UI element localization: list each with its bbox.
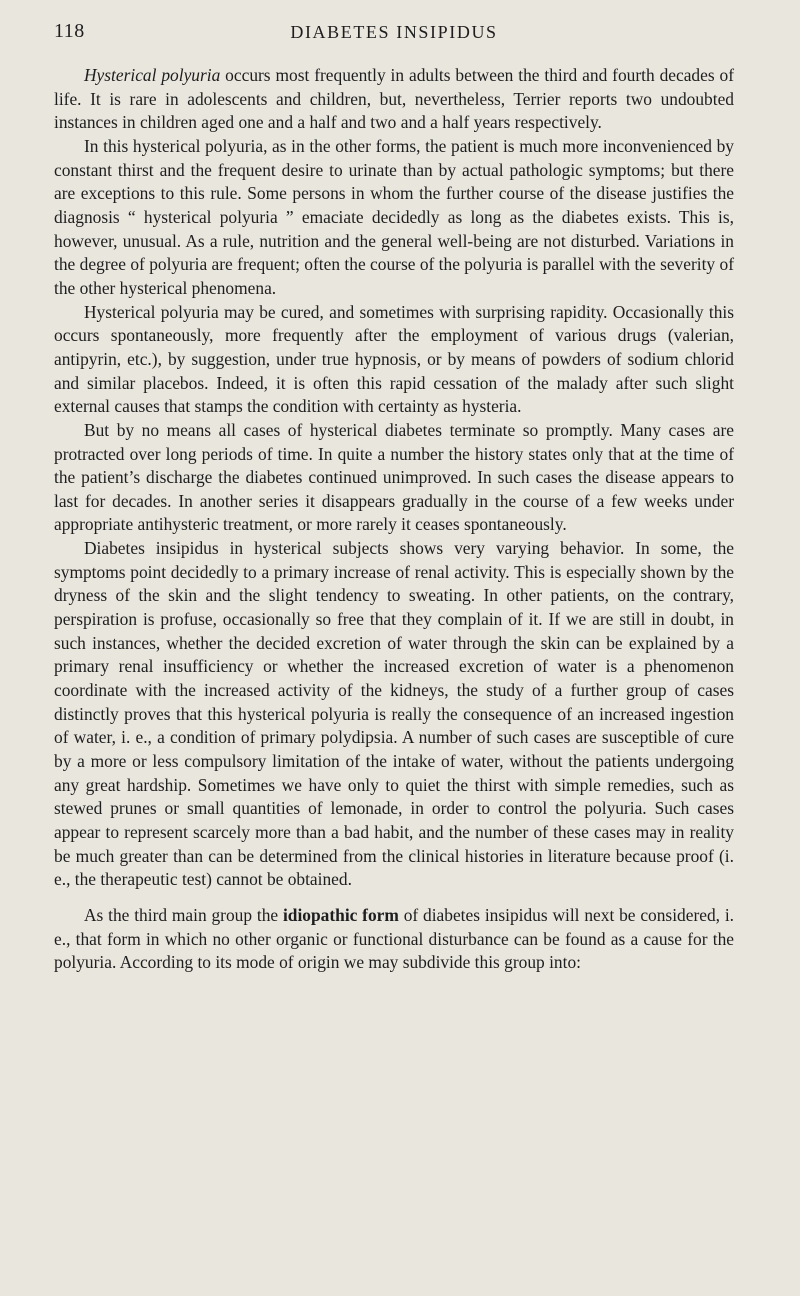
paragraph-text: occurs most frequently in adults between the third and fourth decades of life. It is rare in adolescents and children, but, nevertheless, Terrier reports two undoubted instances in children aged one and a half and two and a half years respectively. xyxy=(54,65,734,133)
paragraph-hysterical-polyuria-age xyxy=(54,64,734,135)
running-title: DIABETES INSIPIDUS xyxy=(290,22,498,42)
paragraph-protracted-cases xyxy=(54,419,734,537)
running-head xyxy=(54,18,734,54)
italic-term: Hysterical polyuria xyxy=(84,65,221,85)
paragraph-cure xyxy=(54,301,734,419)
paragraph-text: Hysterical polyuria may be cured, and sometimes with surprising rapidity. Occasionally this occurs spontaneously, more frequently after the employment of various drugs (valerian, antipyrin, etc.), by suggestion, under true hypnosis, or by means of powders of sodium chlorid and similar placebos. Indeed, it is often this rapid cessation of the malady after such slight external causes that stamps the condition with certainty as hysteria. xyxy=(54,301,734,417)
paragraph-lead: As the third main group the xyxy=(84,904,283,925)
paragraph-text: In this hysterical polyuria, as in the other forms, the patient is much more inconvenienced by constant thirst and the frequent desire to urinate than by actual pathologic symptoms; but there are exceptions to this rule. Some persons in whom the further course of the disease justifies the diagnosis “ hysterical polyuria ” emaciate decidedly as long as the diabetes exists. This is, however, unusual. As a rule, nutrition and the general well-being are not disturbed. Variations in the degree of polyuria are frequent; often the course of the polyuria is parallel with the severity of the other hysterical phenomena. xyxy=(54,135,734,298)
paragraph-text: But by no means all cases of hysterical diabetes terminate so promptly. Many cases are protracted over long periods of time. In quite a number the history states only that at the time of the patient’s discharge the diabetes continued unimproved. In such cases the disease appears to last for decades. In another series it disappears gradually in the course of a few weeks under appropriate antihysteric treatment, or more rarely it ceases spontaneously. xyxy=(54,419,734,535)
bold-term: idiopathic form xyxy=(282,904,399,925)
paragraph-varying-behavior xyxy=(54,537,734,892)
paragraph-symptoms xyxy=(54,135,734,301)
paragraph-text: of diabetes insipidus will next be considered, i. e., that form in which no other organic or functional disturbance can be found as a cause for the polyuria. According to its mode of origin we may subdivide this group into: xyxy=(54,904,735,973)
paragraph-text: Diabetes insipidus in hysterical subjects shows very varying behavior. In some, the symptoms point decidedly to a primary increase of renal activity. This is especially shown by the dryness of the skin and the slight tendency to sweating. In other patients, on the contrary, perspiration is profuse, occasionally so free that they complain of it. If we are still in doubt, in such instances, whether the decided excretion of water through the skin can be explained by a primary renal insufficiency or whether the increased excretion of water is a phenomenon coordinate with the increased activity of the kidneys, the study of a further group of cases distinctly proves that this hysterical polyuria is really the consequence of an increased ingestion of water, i. e., a condition of primary polydipsia. A number of such cases are susceptible of cure by a more or less compulsory limitation of the intake of water, without the patients undergoing any great hardship. Sometimes we have only to quiet the thirst with simple remedies, such as stewed prunes or small quantities of lemonade, in order to control the polyuria. Such cases appear to represent scarcely more than a bad habit, and the number of these cases may in reality be much greater than can be determined from the clinical histories in literature because proof (i. e., the therapeutic test) cannot be obtained. xyxy=(54,538,734,890)
body-text xyxy=(54,64,734,975)
paragraph-idiopathic-form xyxy=(54,904,734,975)
page-number: 118 xyxy=(54,20,85,42)
